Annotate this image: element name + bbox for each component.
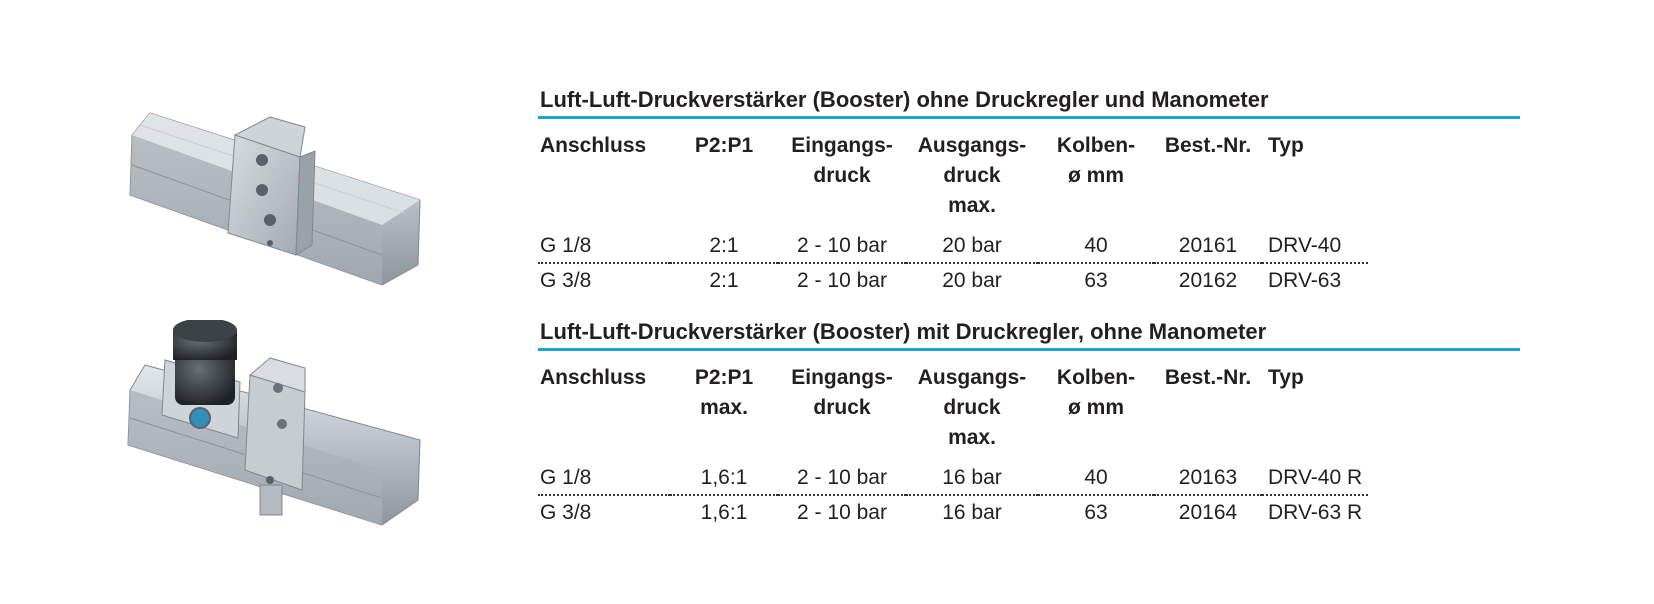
cell-piston-diameter: 40 — [1038, 461, 1154, 495]
header-input-pressure: Eingangs- druck — [791, 366, 893, 419]
cell-ratio: 1,6:1 — [670, 461, 778, 495]
header-type: Typ — [1268, 366, 1304, 389]
booster-with-regulator-product-photo — [120, 320, 430, 560]
header-order-number: Best.-Nr. — [1164, 134, 1252, 157]
header-input-pressure: Eingangs- druck — [791, 134, 893, 187]
cell-order-number: 20163 — [1154, 461, 1262, 495]
cell-input-pressure: 2 - 10 bar — [778, 461, 906, 495]
product-section-booster — [538, 86, 1520, 297]
section-title: Luft-Luft-Druckverstärker (Booster) mit Druckregler, ohne Manometer — [538, 318, 1520, 351]
product-section-booster-regulator — [538, 318, 1520, 529]
cell-order-number: 20164 — [1178, 500, 1238, 524]
cell-type: DRV-63 R — [1268, 500, 1363, 524]
cell-output-pressure: 20 bar — [906, 229, 1038, 263]
header-output-pressure: Ausgangs- druck max. — [917, 134, 1027, 217]
product-table — [538, 131, 1368, 297]
table-row — [538, 495, 1368, 529]
cell-output-pressure: 16 bar — [906, 461, 1038, 495]
section-title: Luft-Luft-Druckverstärker (Booster) ohne Druckregler und Manometer — [538, 86, 1520, 119]
table-header-row — [538, 363, 1368, 461]
cell-ratio: 1,6:1 — [700, 500, 748, 524]
cell-ratio: 2:1 — [670, 229, 778, 263]
header-anschluss: Anschluss — [540, 134, 647, 157]
cell-anschluss: G 3/8 — [540, 500, 592, 524]
cell-piston-diameter: 63 — [1084, 268, 1108, 292]
cell-anschluss: G 3/8 — [540, 268, 592, 292]
cell-order-number: 20161 — [1154, 229, 1262, 263]
cell-order-number: 20162 — [1178, 268, 1238, 292]
cell-input-pressure: 2 - 10 bar — [778, 229, 906, 263]
cell-anschluss: G 1/8 — [538, 461, 670, 495]
table-row — [538, 263, 1368, 297]
cell-type: DRV-40 — [1262, 229, 1368, 263]
header-order-number: Best.-Nr. — [1164, 366, 1252, 389]
table-row — [538, 461, 1368, 495]
table-header-row — [538, 131, 1368, 229]
header-ratio: P2:P1 — [694, 134, 754, 157]
cell-piston-diameter: 40 — [1038, 229, 1154, 263]
header-type: Typ — [1268, 134, 1304, 157]
header-piston-diameter: Kolben- ø mm — [1056, 134, 1136, 187]
cell-type: DRV-63 — [1268, 268, 1342, 292]
header-output-pressure: Ausgangs- druck max. — [917, 366, 1027, 449]
header-ratio: P2:P1 max. — [694, 366, 754, 419]
header-piston-diameter: Kolben- ø mm — [1056, 366, 1136, 419]
cell-input-pressure: 2 - 10 bar — [797, 500, 887, 524]
booster-product-photo — [120, 105, 430, 300]
cell-piston-diameter: 63 — [1084, 500, 1108, 524]
cell-output-pressure: 20 bar — [942, 268, 1002, 292]
cell-type: DRV-40 R — [1262, 461, 1368, 495]
cell-output-pressure: 16 bar — [942, 500, 1002, 524]
cell-ratio: 2:1 — [709, 268, 739, 292]
product-table — [538, 363, 1368, 529]
table-row — [538, 229, 1368, 263]
cell-input-pressure: 2 - 10 bar — [797, 268, 887, 292]
cell-anschluss: G 1/8 — [538, 229, 670, 263]
header-anschluss: Anschluss — [540, 366, 647, 389]
